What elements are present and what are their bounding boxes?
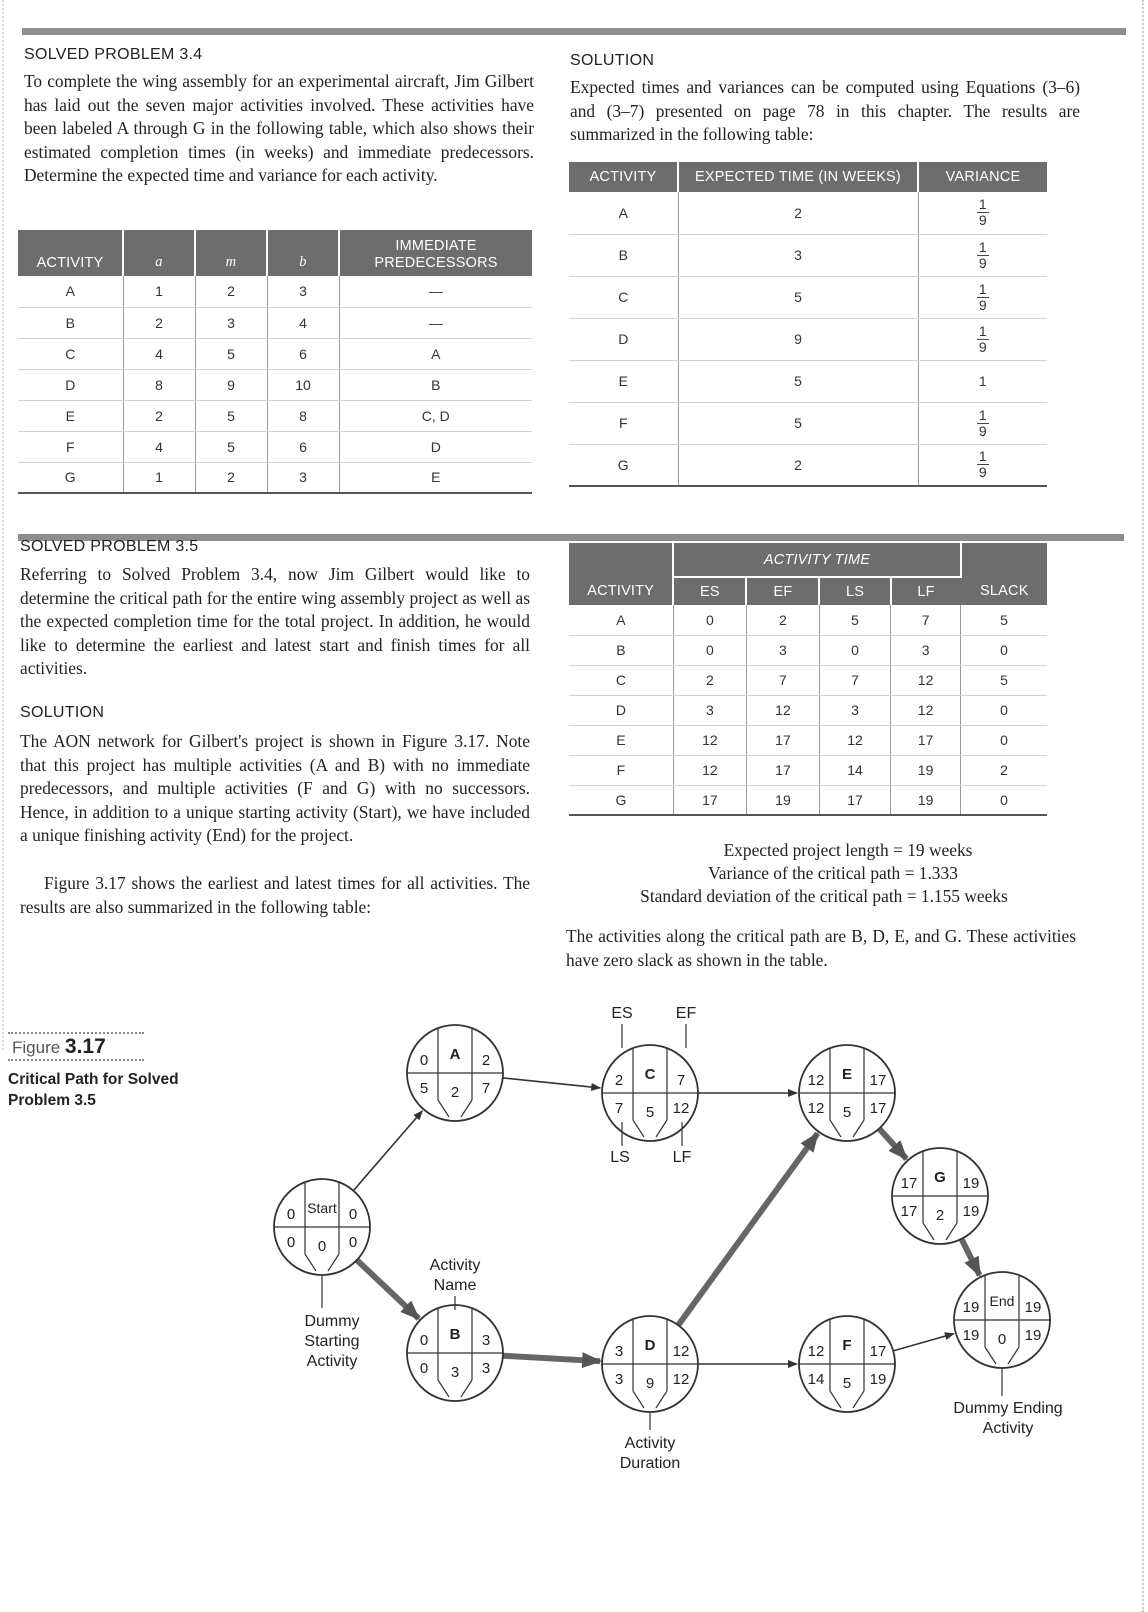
legend-dummy-end: Dummy Ending <box>953 1400 1063 1417</box>
activity-cell: B <box>569 234 678 276</box>
fraction-denominator: 9 <box>978 212 987 229</box>
fraction-denominator: 9 <box>978 254 987 271</box>
solution-3-4-text: Expected times and variances can be computed using Equations (3–6) and (3–7) presented on page 78 in this chapter. The results are summarized in the following table: <box>570 77 1080 144</box>
table-cell: 12 <box>746 695 819 725</box>
table-cell: A <box>339 338 532 369</box>
node-ls: 17 <box>900 1203 918 1220</box>
problem-3-5-heading: SOLVED PROBLEM 3.5 <box>20 538 199 555</box>
node-ls: 0 <box>419 1360 429 1377</box>
node-name: E <box>841 1066 853 1083</box>
node-es: 0 <box>419 1332 429 1349</box>
table-cell: 2 <box>123 307 195 338</box>
legend-ls-label: LS <box>610 1149 630 1166</box>
fraction-numerator: 1 <box>978 196 987 213</box>
table-cell: 12 <box>673 725 746 755</box>
node-lf: 19 <box>869 1371 887 1388</box>
node-name: G <box>934 1169 946 1186</box>
activity-cell: A <box>569 192 678 234</box>
table-cell: 4 <box>123 431 195 462</box>
col-a: a <box>123 230 195 276</box>
table-cell: 12 <box>891 665 961 695</box>
table-cell: G <box>569 785 673 815</box>
fraction-numerator: 1 <box>978 280 987 297</box>
problem-3-4-text: To complete the wing assembly for an experimental aircraft, Jim Gilbert has laid out the seven major activities involved. These activities have been labeled A through G in the following table, which also shows their estimated completion times (in weeks) and immediate predecessors. Determine the expected time and variance for each activity. <box>24 71 534 185</box>
table-cell: 5 <box>195 338 267 369</box>
table-cell: B <box>18 307 123 338</box>
variance-cell: 1 <box>918 360 1047 402</box>
node-end <box>954 1272 1050 1368</box>
table-cell: 2 <box>195 462 267 493</box>
expected-time-cell: 5 <box>678 276 918 318</box>
table-cell: 14 <box>819 755 890 785</box>
node-name: F <box>842 1337 852 1354</box>
table-cell: 5 <box>195 400 267 431</box>
node-ls: 0 <box>286 1234 296 1251</box>
table-cell: 3 <box>673 695 746 725</box>
table-cell: 3 <box>819 695 890 725</box>
expected-project-length: Expected project length = 19 weeks <box>723 840 973 860</box>
table-cell: F <box>569 755 673 785</box>
node-es: 17 <box>900 1175 918 1192</box>
node-lf: 12 <box>672 1371 690 1388</box>
problem-3-4-heading: SOLVED PROBLEM 3.4 <box>24 46 203 63</box>
col-b: b <box>267 230 339 276</box>
table-cell: F <box>18 431 123 462</box>
col-variance: VARIANCE <box>918 162 1047 192</box>
critical-path-text: The activities along the critical path are B, D, E, and G. These activities have zero slack as shown in the table. <box>566 926 1076 970</box>
fraction-numerator: 1 <box>978 448 987 465</box>
table-cell: — <box>339 276 532 307</box>
node-lf: 0 <box>348 1234 358 1251</box>
node-lf: 3 <box>481 1360 491 1377</box>
table-cell: D <box>18 369 123 400</box>
node-ls: 14 <box>807 1371 825 1388</box>
table-cell: 7 <box>891 605 961 635</box>
col-activity: ACTIVITY <box>569 543 673 605</box>
activity-cell: E <box>569 360 678 402</box>
table-cell: 6 <box>267 431 339 462</box>
expected-time-cell: 5 <box>678 360 918 402</box>
table-cell: 0 <box>961 635 1047 665</box>
table-cell: 0 <box>673 605 746 635</box>
legend-dummy-start: Activity <box>306 1353 358 1370</box>
critical-path-arrow <box>879 1129 906 1159</box>
node-ls: 3 <box>614 1371 624 1388</box>
critical-path-arrow <box>357 1260 419 1319</box>
col-activity: ACTIVITY <box>569 162 678 192</box>
node-duration: 5 <box>645 1104 655 1121</box>
legend-lf-label: LF <box>672 1149 692 1166</box>
node-duration: 0 <box>997 1331 1007 1348</box>
table-cell: B <box>339 369 532 400</box>
arrow <box>353 1111 422 1191</box>
node-duration: 5 <box>842 1104 852 1121</box>
node-es: 19 <box>962 1299 980 1316</box>
table-cell: 2 <box>961 755 1047 785</box>
col-m: m <box>195 230 267 276</box>
arrow <box>503 1078 601 1088</box>
arrow <box>893 1334 954 1351</box>
node-b <box>407 1305 503 1401</box>
table-cell: 17 <box>819 785 890 815</box>
table-cell: C, D <box>339 400 532 431</box>
legend-es-label: ES <box>611 1005 633 1022</box>
expected-time-cell: 5 <box>678 402 918 444</box>
table-cell: 0 <box>961 785 1047 815</box>
table-cell: 3 <box>195 307 267 338</box>
table-cell: E <box>339 462 532 493</box>
legend-dummy-end: Activity <box>982 1420 1034 1437</box>
table-cell: 0 <box>819 635 890 665</box>
node-duration: 2 <box>935 1207 945 1224</box>
col-expected-time: EXPECTED TIME (IN WEEKS) <box>678 162 918 192</box>
expected-time-cell: 9 <box>678 318 918 360</box>
node-lf: 12 <box>672 1100 690 1117</box>
table-cell: D <box>569 695 673 725</box>
node-duration: 3 <box>450 1364 460 1381</box>
fraction-numerator: 1 <box>978 406 987 423</box>
node-ef: 17 <box>869 1072 887 1089</box>
fraction-numerator: 1 <box>978 238 987 255</box>
table-cell: 12 <box>673 755 746 785</box>
table-cell: 12 <box>891 695 961 725</box>
node-name: A <box>449 1046 461 1063</box>
table-cell: 0 <box>961 725 1047 755</box>
fraction-denominator: 9 <box>978 338 987 355</box>
expected-time-cell: 2 <box>678 192 918 234</box>
table-cell: 19 <box>746 785 819 815</box>
node-g <box>892 1148 988 1244</box>
node-es: 12 <box>807 1343 825 1360</box>
table-cell: 7 <box>746 665 819 695</box>
table-cell: E <box>569 725 673 755</box>
node-ef: 0 <box>348 1206 358 1223</box>
table-cell: 17 <box>746 725 819 755</box>
node-lf: 17 <box>869 1100 887 1117</box>
legend-activity-duration: Duration <box>619 1455 681 1472</box>
node-es: 0 <box>286 1206 296 1223</box>
node-name: C <box>644 1066 656 1083</box>
expected-time-cell: 3 <box>678 234 918 276</box>
activity-cell: G <box>569 444 678 486</box>
node-f <box>799 1316 895 1412</box>
node-ef: 12 <box>672 1343 690 1360</box>
table-cell: 8 <box>267 400 339 431</box>
activity-cell: C <box>569 276 678 318</box>
table-cell: 1 <box>123 462 195 493</box>
node-name: Start <box>307 1200 337 1216</box>
legend-dummy-start: Starting <box>304 1333 360 1350</box>
fraction-denominator: 9 <box>978 422 987 439</box>
figure-number: Figure 3.17 <box>8 1032 144 1061</box>
col-es: ES <box>673 577 746 605</box>
node-es: 3 <box>614 1343 624 1360</box>
node-name: End <box>989 1293 1015 1309</box>
node-es: 12 <box>807 1072 825 1089</box>
table-cell: A <box>18 276 123 307</box>
table-cell: 3 <box>267 276 339 307</box>
activity-time-group-header: ACTIVITY TIME <box>673 543 960 577</box>
figure-caption: Critical Path for Solved Problem 3.5 <box>8 1071 179 1109</box>
problem-3-5-text: Referring to Solved Problem 3.4, now Jim Gilbert would like to determine the critical path for the entire wing assembly project as well as the expected completion time for the total project. In addition, he would like to determine the earliest and latest start and finish times for all activities. <box>20 564 530 678</box>
node-ls: 12 <box>807 1100 825 1117</box>
legend-activity-name: Name <box>433 1277 477 1294</box>
node-a <box>407 1025 503 1121</box>
node-ls: 19 <box>962 1327 980 1344</box>
critical-path-arrow <box>678 1133 817 1325</box>
table-cell: 5 <box>195 431 267 462</box>
node-duration: 5 <box>842 1375 852 1392</box>
table-cell: 19 <box>891 755 961 785</box>
col-activity: ACTIVITY <box>18 230 123 276</box>
node-lf: 19 <box>962 1203 980 1220</box>
table-cell: 2 <box>673 665 746 695</box>
table-cell: 8 <box>123 369 195 400</box>
critical-path-arrow <box>503 1356 600 1361</box>
table-cell: 17 <box>891 725 961 755</box>
critical-path-arrow <box>961 1239 979 1275</box>
table-cell: 19 <box>891 785 961 815</box>
fraction-numerator: 1 <box>978 322 987 339</box>
node-ef: 3 <box>481 1332 491 1349</box>
table-cell: 1 <box>123 276 195 307</box>
legend-ef-label: EF <box>675 1005 697 1022</box>
node-c <box>602 1045 698 1141</box>
table-cell: B <box>569 635 673 665</box>
legend-activity-duration: Activity <box>624 1435 676 1452</box>
node-ls: 5 <box>419 1080 429 1097</box>
node-d <box>602 1316 698 1412</box>
table-cell: D <box>339 431 532 462</box>
col-lf: LF <box>891 577 961 605</box>
fraction-denominator: 9 <box>978 464 987 481</box>
node-ef: 19 <box>962 1175 980 1192</box>
node-ef: 17 <box>869 1343 887 1360</box>
table-cell: G <box>18 462 123 493</box>
table-cell: — <box>339 307 532 338</box>
critical-path-std-dev: Standard deviation of the critical path = 1.155 weeks <box>640 886 1008 906</box>
node-e <box>799 1045 895 1141</box>
activity-cell: D <box>569 318 678 360</box>
table-cell: 2 <box>123 400 195 431</box>
legend-dummy-start: Dummy <box>304 1313 360 1330</box>
node-es: 2 <box>614 1072 624 1089</box>
table-cell: E <box>18 400 123 431</box>
table-cell: 5 <box>819 605 890 635</box>
node-es: 0 <box>419 1052 429 1069</box>
table-cell: 3 <box>746 635 819 665</box>
legend-activity-name: Activity <box>429 1257 481 1274</box>
expected-time-cell: 2 <box>678 444 918 486</box>
node-ef: 7 <box>676 1072 686 1089</box>
table-cell: 17 <box>746 755 819 785</box>
col-ef: EF <box>746 577 819 605</box>
table-cell: 9 <box>195 369 267 400</box>
node-ls: 7 <box>614 1100 624 1117</box>
table-cell: 4 <box>267 307 339 338</box>
solution-3-5-text-1: The AON network for Gilbert's project is shown in Figure 3.17. Note that this project has multiple activities (A and B) with no immediate predecessors, and multiple activities (F and G) with no successors. Hence, in addition to a unique starting activity (Start), we have included a unique finishing activity (End) for the project. <box>20 731 530 845</box>
table-cell: 10 <box>267 369 339 400</box>
node-name: D <box>644 1337 656 1354</box>
table-cell: 2 <box>195 276 267 307</box>
table-cell: 3 <box>267 462 339 493</box>
node-duration: 2 <box>450 1084 460 1101</box>
table-cell: 17 <box>673 785 746 815</box>
table-cell: 0 <box>673 635 746 665</box>
table-cell: 7 <box>819 665 890 695</box>
node-name: B <box>449 1326 461 1343</box>
solution-3-5-heading: SOLUTION <box>20 704 105 721</box>
table-cell: 5 <box>961 665 1047 695</box>
table-cell: 12 <box>819 725 890 755</box>
table-cell: 3 <box>891 635 961 665</box>
node-ef: 2 <box>481 1052 491 1069</box>
table-cell: 4 <box>123 338 195 369</box>
col-predecessors: IMMEDIATE PREDECESSORS <box>339 230 532 276</box>
table-cell: 6 <box>267 338 339 369</box>
table-cell: 2 <box>746 605 819 635</box>
node-lf: 7 <box>481 1080 491 1097</box>
table-cell: C <box>569 665 673 695</box>
activity-cell: F <box>569 402 678 444</box>
node-duration: 9 <box>645 1375 655 1392</box>
node-duration: 0 <box>317 1238 327 1255</box>
table-cell: C <box>18 338 123 369</box>
table-cell: A <box>569 605 673 635</box>
col-ls: LS <box>819 577 890 605</box>
node-ef: 19 <box>1024 1299 1042 1316</box>
node-start <box>274 1179 370 1275</box>
node-lf: 19 <box>1024 1327 1042 1344</box>
fraction-denominator: 9 <box>978 296 987 313</box>
solution-3-5-text-2: Figure 3.17 shows the earliest and latest times for all activities. The results are also summarized in the following table: <box>20 873 530 917</box>
col-slack: SLACK <box>961 543 1047 605</box>
solution-3-4-heading: SOLUTION <box>570 52 655 69</box>
table-cell: 0 <box>961 695 1047 725</box>
table-cell: 5 <box>961 605 1047 635</box>
critical-path-variance: Variance of the critical path = 1.333 <box>708 863 958 883</box>
